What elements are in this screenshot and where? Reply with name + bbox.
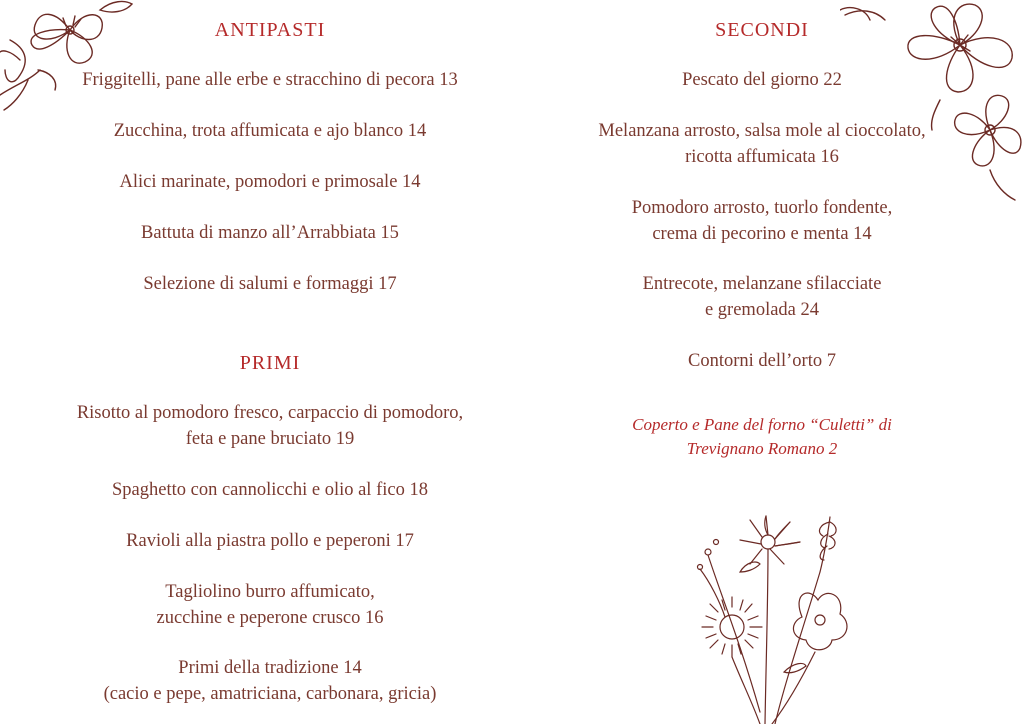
- menu-item-text: (cacio e pepe, amatriciana, carbonara, gricia): [103, 684, 437, 704]
- wildflower-bouquet-icon: [680, 512, 860, 724]
- coperto-note: [512, 413, 1012, 461]
- secondi-item: [512, 67, 1012, 93]
- menu-item-text: ricotta affumicata 16: [685, 147, 839, 167]
- antipasti-item: [20, 67, 520, 93]
- menu-item-text: feta e pane bruciato 19: [185, 429, 355, 449]
- menu-item-text: Ravioli alla piastra pollo e peperoni 17: [126, 531, 414, 551]
- menu-item-text: Primi della tradizione 14: [178, 658, 362, 678]
- menu-item-text: Zucchina, trota affumicata e ajo blanco 14: [113, 121, 427, 141]
- primi-item: [20, 579, 520, 631]
- secondi-item: [512, 271, 1012, 323]
- primi-item: [20, 528, 520, 554]
- coperto-text: Trevignano Romano 2: [686, 439, 838, 458]
- menu-item-text: Selezione di salumi e formaggi 17: [143, 274, 397, 294]
- secondi-item: [512, 118, 1012, 170]
- menu-item-text: Risotto al pomodoro fresco, carpaccio di pomodoro,: [76, 403, 464, 423]
- secondi-item: [512, 195, 1012, 247]
- menu-item-text: e gremolada 24: [704, 300, 820, 320]
- menu-item-text: Friggitelli, pane alle erbe e stracchino di pecora 13: [82, 70, 458, 90]
- menu-item-text: Pomodoro arrosto, tuorlo fondente,: [631, 198, 893, 218]
- menu-item-text: Pescato del giorno 22: [682, 70, 842, 90]
- flower-icon-top-left: [0, 0, 140, 115]
- primi-item: [20, 655, 520, 707]
- coperto-text: Coperto e Pane del forno “Culetti” di: [632, 415, 892, 434]
- menu-item-text: Entrecote, melanzane sfilacciate: [642, 274, 882, 294]
- menu-item-text: Melanzana arrosto, salsa mole al cioccolato,: [598, 121, 926, 141]
- menu-item-text: zucchine e peperone crusco 16: [156, 608, 384, 628]
- primi-item: [20, 477, 520, 503]
- antipasti-item: [20, 118, 520, 144]
- antipasti-item: [20, 220, 520, 246]
- menu-item-text: Tagliolino burro affumicato,: [165, 582, 375, 602]
- menu-item-text: Alici marinate, pomodori e primosale 14: [119, 172, 421, 192]
- primi-heading: PRIMI: [239, 352, 301, 374]
- menu-item-text: crema di pecorino e menta 14: [652, 224, 872, 244]
- menu-item-text: Contorni dell’orto 7: [688, 351, 836, 371]
- antipasti-heading: ANTIPASTI: [214, 19, 326, 41]
- menu-item-text: Battuta di manzo all’Arrabbiata 15: [141, 223, 399, 243]
- antipasti-item: [20, 271, 520, 297]
- secondi-heading: SECONDI: [715, 19, 809, 41]
- secondi-item: [512, 348, 1012, 374]
- primi-item: [20, 400, 520, 452]
- menu-item-text: Spaghetto con cannolicchi e olio al fico 18: [112, 480, 428, 500]
- antipasti-item: [20, 169, 520, 195]
